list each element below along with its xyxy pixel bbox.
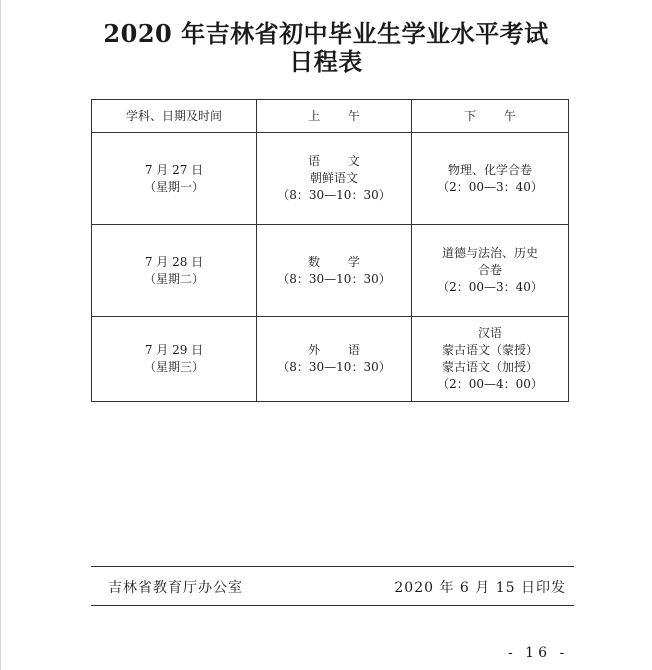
afternoon-subject: 汉语 [477, 326, 502, 340]
date-cell [92, 133, 257, 225]
weekday: （星期二） [143, 271, 204, 286]
morning-subject: 语 文 [308, 154, 372, 168]
header-afternoon [412, 100, 569, 133]
morning-time: （8：30—10：30） [277, 271, 391, 286]
header-afternoon-label: 下 午 [464, 108, 528, 123]
page-number: - 16 - [508, 645, 569, 661]
morning-time: （8：30—10：30） [277, 360, 391, 374]
morning-time: （8：30—10：30） [277, 188, 391, 202]
afternoon-time: （2：00—3：40） [437, 280, 543, 294]
issuer: 吉林省教育厅办公室 [108, 580, 243, 596]
afternoon-cell [412, 133, 569, 225]
afternoon-subject: 蒙古语文（加授） [441, 360, 538, 374]
afternoon-subject: 蒙古语文（蒙授） [441, 343, 538, 357]
afternoon-cell [412, 225, 569, 317]
morning-cell [257, 133, 412, 225]
afternoon-subject: 合卷 [477, 263, 502, 277]
header-subject-date-time: 学科、日期及时间 [92, 100, 257, 133]
afternoon-subject: 物理、化学合卷 [447, 162, 532, 177]
weekday: （星期一） [143, 179, 204, 194]
document-footer [91, 566, 574, 606]
morning-cell [257, 317, 412, 402]
afternoon-subject: 道德与法治、历史 [441, 246, 538, 260]
header-morning [257, 100, 412, 133]
afternoon-time: （2：00—3：40） [437, 179, 543, 194]
table-row [92, 133, 569, 225]
morning-subject: 数 学 [308, 254, 372, 269]
date: 7 月 27 日 [144, 162, 204, 177]
morning-cell [257, 225, 412, 317]
issue-date: 2020 年 6 月 15 日印发 [394, 580, 566, 596]
afternoon-cell [412, 317, 569, 402]
title-line-1: 2020 年吉林省初中毕业生学业水平考试 [103, 19, 549, 48]
weekday: （星期三） [143, 360, 204, 374]
morning-subject: 外 语 [308, 343, 372, 357]
page-title [0, 20, 652, 76]
exam-schedule-table [91, 99, 569, 402]
table-row [92, 225, 569, 317]
afternoon-time: （2：00—4：00） [437, 377, 543, 391]
date-cell [92, 225, 257, 317]
date: 7 月 29 日 [144, 343, 204, 357]
date: 7 月 28 日 [144, 254, 204, 269]
table-row [92, 317, 569, 402]
morning-subject: 朝鲜语文 [309, 171, 358, 185]
date-cell [92, 317, 257, 402]
title-line-2: 日程表 [289, 47, 363, 76]
page-edge [0, 0, 1, 670]
table-header-row [92, 100, 569, 133]
header-morning-label: 上 午 [308, 108, 372, 123]
